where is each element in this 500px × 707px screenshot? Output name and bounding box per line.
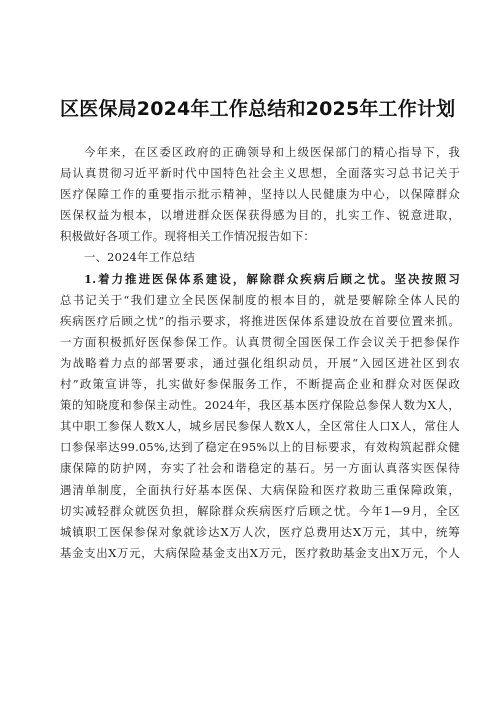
paragraph-line: 为战略着力点的部署要求，通过强化组织动员，开展“入园区进社区到农 [60, 355, 460, 370]
paragraph-line: 口参保率达99.05%,达到了稳定在95%以上的目标要求，有效构筑起群众健 [60, 440, 460, 455]
paragraph-line: 局认真贯彻习近平新时代中国特色社会主义思想，全面落实习总书记关于 [60, 166, 460, 181]
paragraph-line: 医疗保障工作的重要指示批示精神，坚持以人民健康为中心，以保障群众 [60, 187, 460, 202]
paragraph-line: 今年来，在区委区政府的正确领导和上级医保部门的精心指导下，我 [84, 145, 460, 159]
paragraph-line: 总书记关于“我们建立全民医保制度的根本目的，就是要解除全体人民的 [60, 292, 460, 307]
paragraph-line: 基金支出X万元，大病保险基金支出X万元，医疗救助基金支出X万元，个人 [60, 545, 460, 560]
paragraph-line: 村”政策宣讲等，扎实做好参保服务工作，不断提高企业和群众对医保政 [60, 377, 460, 392]
paragraph-line: 其中职工参保人数X人，城乡居民参保人数X人，全区常住人口X人，常住人 [60, 419, 460, 434]
paragraph-line: 疾病医疗后顾之忧”的指示要求，将推进医保体系建设放在首要位置来抓。 [60, 313, 460, 328]
document-body [60, 142, 460, 564]
document-title: 区医保局2024年工作总结和2025年工作计划 [60, 98, 456, 120]
paragraph-line: 积极做好各项工作。现将相关工作情况报告如下： [60, 229, 315, 244]
paragraph-line: 一方面积极抓好医保参保工作。认真贯彻全国医保工作会议关于把参保作 [60, 334, 460, 349]
paragraph-line: 遇清单制度，全面执行好基本医保、大病保险和医疗救助三重保障政策， [60, 482, 460, 497]
paragraph-line: 切实减轻群众就医负担，解除群众疾病医疗后顾之忧。今年1—9月，全区 [60, 503, 460, 518]
section-heading: 一、2024年工作总结 [84, 250, 195, 265]
paragraph-line: 医保权益为根本，以增进群众医保获得感为目的，扎实工作、锐意进取， [60, 208, 460, 223]
subsection-line: 1.着力推进医保体系建设，解除群众疾病后顾之忧。坚决按照习 [84, 271, 460, 286]
paragraph-line: 策的知晓度和参保主动性。2024年，我区基本医疗保险总参保人数为X人， [60, 398, 460, 413]
paragraph-line: 康保障的防护网，夯实了社会和谐稳定的基石。另一方面认真落实医保待 [60, 461, 460, 476]
paragraph-line: 城镇职工医保参保对象就诊达X万人次，医疗总费用达X万元，其中，统筹 [60, 524, 460, 539]
